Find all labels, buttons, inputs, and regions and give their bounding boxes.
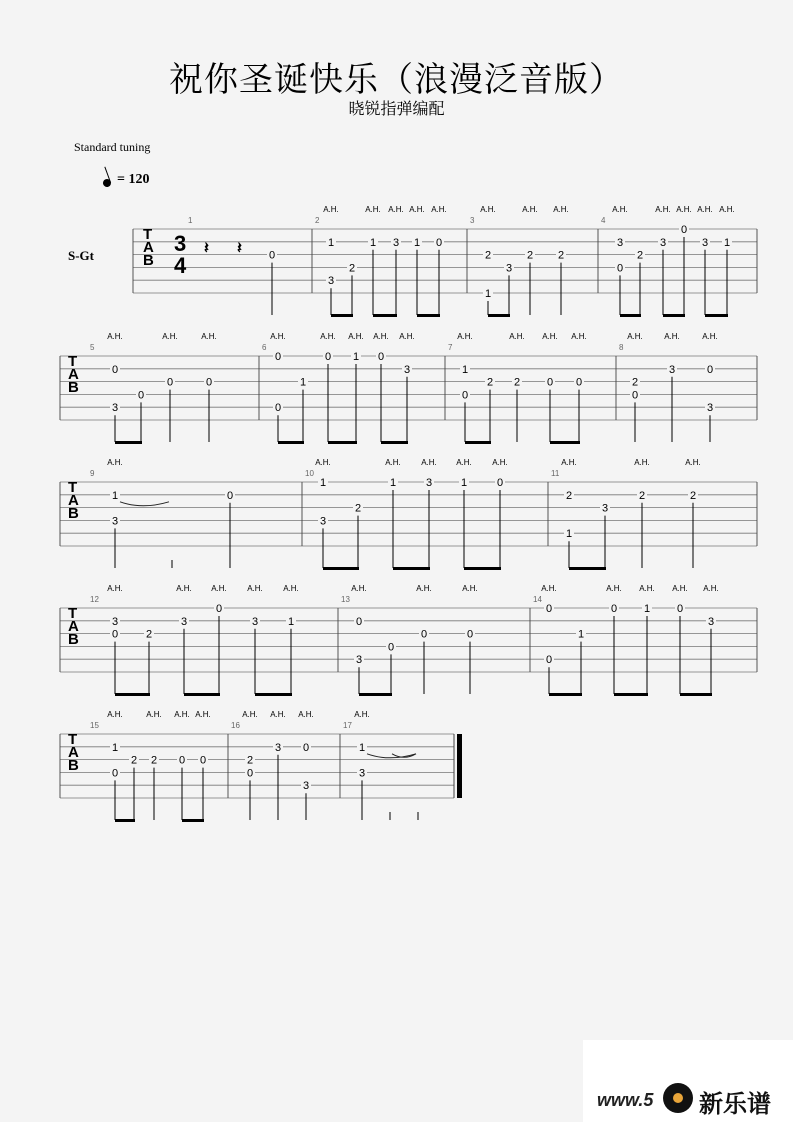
harmonic-label: A.H. (672, 584, 688, 593)
harmonic-label: A.H. (195, 710, 211, 719)
fret-number: 0 (387, 641, 395, 654)
fret-number: 0 (420, 628, 428, 641)
harmonic-label: A.H. (351, 584, 367, 593)
watermark-name: 新乐谱 (699, 1091, 771, 1118)
fret-number: 3 (601, 502, 609, 515)
fret-number: 2 (631, 376, 639, 389)
beam (705, 314, 728, 317)
beam (359, 693, 392, 696)
fret-number: 3 (302, 780, 310, 793)
harmonic-label: A.H. (247, 584, 263, 593)
measure-number: 15 (90, 721, 99, 730)
measure-number: 14 (533, 595, 542, 604)
fret-number: 1 (352, 351, 360, 363)
fret-number: 0 (355, 615, 363, 628)
watermark (583, 1040, 793, 1122)
fret-number: 0 (274, 402, 282, 415)
fret-number: 1 (565, 528, 573, 541)
tab-clef-letter: B (68, 379, 79, 396)
harmonic-label: A.H. (146, 710, 162, 719)
fret-number: 2 (689, 489, 697, 502)
quarter-rest: 𝄽 (237, 240, 242, 257)
harmonic-label: A.H. (492, 458, 508, 467)
tab-clef-letter: A (68, 366, 79, 383)
harmonic-label: A.H. (416, 584, 432, 593)
harmonic-label: A.H. (298, 710, 314, 719)
harmonic-label: A.H. (201, 332, 217, 341)
tab-clef-letter: B (143, 252, 154, 269)
fret-number: 0 (111, 767, 119, 780)
tab-system (60, 584, 757, 696)
tab-clef-letter: A (68, 492, 79, 509)
fret-number: 3 (701, 236, 709, 249)
harmonic-label: A.H. (541, 584, 557, 593)
harmonic-label: A.H. (107, 458, 123, 467)
fret-number: 2 (638, 489, 646, 502)
measure-number: 10 (305, 469, 314, 478)
harmonic-label: A.H. (457, 332, 473, 341)
harmonic-label: A.H. (323, 205, 339, 214)
beam (569, 567, 606, 570)
harmonic-label: A.H. (211, 584, 227, 593)
measure-number: 13 (341, 595, 350, 604)
fret-number: 0 (111, 628, 119, 641)
fret-number: 2 (557, 249, 565, 262)
harmonic-label: A.H. (320, 332, 336, 341)
harmonic-label: A.H. (365, 205, 381, 214)
measure-number: 12 (90, 595, 99, 604)
harmonic-label: A.H. (697, 205, 713, 214)
tab-clef-letter: B (68, 631, 79, 648)
fret-number: 2 (513, 376, 521, 389)
tab-system (60, 332, 757, 444)
fret-number: 2 (130, 754, 138, 767)
fret-number: 0 (137, 389, 145, 402)
tab-clef-letter: T (68, 479, 78, 496)
fret-number: 1 (413, 236, 421, 249)
fret-number: 3 (319, 515, 327, 528)
harmonic-label: A.H. (283, 584, 299, 593)
beam (115, 693, 150, 696)
fret-number: 3 (327, 275, 335, 288)
fret-number: 0 (546, 376, 554, 389)
beam (393, 567, 430, 570)
harmonic-label: A.H. (388, 205, 404, 214)
fret-number: 0 (226, 489, 234, 502)
measure-number: 9 (90, 469, 95, 478)
fret-number: 0 (205, 376, 213, 389)
harmonic-label: A.H. (456, 458, 472, 467)
tab-clef-letter: A (68, 618, 79, 635)
harmonic-label: A.H. (107, 584, 123, 593)
time-signature-top: 3 (174, 231, 187, 256)
instrument-label: S-Gt (68, 248, 94, 263)
beam (663, 314, 685, 317)
beam (680, 693, 712, 696)
fret-number: 0 (435, 236, 443, 249)
watermark-url: www.5 (597, 1090, 654, 1110)
tab-clef-letter: T (68, 605, 78, 622)
fret-number: 0 (324, 351, 332, 363)
fret-number: 3 (355, 654, 363, 667)
harmonic-label: A.H. (606, 584, 622, 593)
fret-number: 0 (302, 741, 310, 754)
harmonic-label: A.H. (719, 205, 735, 214)
fret-number: 1 (389, 477, 397, 489)
fret-number: 2 (486, 376, 494, 389)
harmonic-label: A.H. (242, 710, 258, 719)
harmonic-label: A.H. (553, 205, 569, 214)
fret-number: 0 (616, 262, 624, 275)
harmonic-label: A.H. (655, 205, 671, 214)
fret-number: 0 (610, 603, 618, 615)
fret-number: 1 (460, 477, 468, 489)
harmonic-label: A.H. (270, 710, 286, 719)
measure-number: 5 (90, 343, 95, 352)
fret-number: 2 (348, 262, 356, 275)
beam (465, 441, 491, 444)
fret-number: 3 (111, 615, 119, 628)
fret-number: 0 (680, 224, 688, 236)
final-barline (457, 734, 462, 798)
fret-number: 0 (268, 249, 276, 262)
fret-number: 3 (505, 262, 513, 275)
fret-number: 3 (659, 236, 667, 249)
harmonic-label: A.H. (270, 332, 286, 341)
tab-clef-letter: B (68, 757, 79, 774)
fret-number: 0 (377, 351, 385, 363)
beam (464, 567, 501, 570)
fret-number: 0 (575, 376, 583, 389)
fret-number: 3 (111, 402, 119, 415)
measure-number: 11 (551, 469, 560, 478)
harmonic-label: A.H. (409, 205, 425, 214)
tab-system (133, 205, 757, 317)
fret-number: 3 (706, 402, 714, 415)
fret-number: 1 (484, 288, 492, 300)
fret-number: 0 (545, 603, 553, 615)
beam (115, 819, 135, 822)
measure-number: 16 (231, 721, 240, 730)
harmonic-label: A.H. (315, 458, 331, 467)
quarter-rest: 𝄽 (204, 240, 209, 257)
fret-number: 3 (111, 515, 119, 528)
measure-number: 4 (601, 216, 606, 225)
fret-number: 1 (358, 741, 366, 754)
harmonic-label: A.H. (639, 584, 655, 593)
harmonic-label: A.H. (480, 205, 496, 214)
measure-number: 2 (315, 216, 320, 225)
beam (323, 567, 359, 570)
beam (331, 314, 353, 317)
harmonic-label: A.H. (703, 584, 719, 593)
tab-system (60, 458, 757, 570)
beam (549, 693, 582, 696)
tab-clef-letter: A (143, 239, 154, 256)
measure-number: 1 (188, 216, 193, 225)
beam (182, 819, 204, 822)
beam (373, 314, 397, 317)
tab-clef-letter: B (68, 505, 79, 522)
fret-number: 1 (111, 489, 119, 502)
fret-number: 3 (616, 236, 624, 249)
measure-number: 3 (470, 216, 475, 225)
fret-number: 0 (246, 767, 254, 780)
fret-number: 3 (358, 767, 366, 780)
fret-number: 0 (496, 477, 504, 489)
beam (620, 314, 641, 317)
beam (417, 314, 440, 317)
fret-number: 3 (251, 615, 259, 628)
harmonic-label: A.H. (627, 332, 643, 341)
score-title: 祝你圣诞快乐（浪漫泛音版） (169, 60, 624, 100)
harmonic-label: A.H. (421, 458, 437, 467)
fret-number: 1 (299, 376, 307, 389)
beam (550, 441, 580, 444)
tuning-label: Standard tuning (74, 140, 151, 154)
beam (184, 693, 220, 696)
fret-number: 3 (180, 615, 188, 628)
harmonic-label: A.H. (676, 205, 692, 214)
fret-number: 3 (274, 741, 282, 754)
harmonic-label: A.H. (399, 332, 415, 341)
tab-clef-letter: T (68, 353, 78, 370)
fret-number: 2 (354, 502, 362, 515)
harmonic-label: A.H. (685, 458, 701, 467)
measure-number: 6 (262, 343, 267, 352)
harmonic-label: A.H. (162, 332, 178, 341)
harmonic-label: A.H. (107, 332, 123, 341)
fret-number: 3 (707, 615, 715, 628)
fret-number: 1 (577, 628, 585, 641)
fret-number: 0 (461, 389, 469, 402)
harmonic-label: A.H. (385, 458, 401, 467)
fret-number: 1 (369, 236, 377, 249)
beam (115, 441, 142, 444)
harmonic-label: A.H. (664, 332, 680, 341)
fret-number: 3 (668, 363, 676, 376)
harmonic-label: A.H. (612, 205, 628, 214)
tab-clef-letter: T (68, 731, 78, 748)
harmonic-label: A.H. (354, 710, 370, 719)
fret-number: 2 (636, 249, 644, 262)
harmonic-label: A.H. (348, 332, 364, 341)
fret-number: 2 (526, 249, 534, 262)
fret-number: 1 (643, 603, 651, 615)
fret-number: 0 (178, 754, 186, 767)
harmonic-label: A.H. (634, 458, 650, 467)
harmonic-label: A.H. (373, 332, 389, 341)
fret-number: 3 (392, 236, 400, 249)
fret-number: 1 (287, 615, 295, 628)
fret-number: 2 (484, 249, 492, 262)
fret-number: 0 (199, 754, 207, 767)
fret-number: 1 (111, 741, 119, 754)
beam (328, 441, 357, 444)
measure-number: 8 (619, 343, 624, 352)
fret-number: 1 (319, 477, 327, 489)
beam (278, 441, 304, 444)
fret-number: 0 (706, 363, 714, 376)
fret-number: 0 (466, 628, 474, 641)
arranger-credit: 晓锐指弹编配 (348, 99, 445, 118)
fret-number: 1 (461, 363, 469, 376)
fret-number: 0 (111, 363, 119, 376)
measure-number: 17 (343, 721, 352, 730)
tie-arc (120, 502, 169, 506)
beam (381, 441, 408, 444)
harmonic-label: A.H. (462, 584, 478, 593)
beam (488, 314, 510, 317)
harmonic-label: A.H. (176, 584, 192, 593)
harmonic-label: A.H. (702, 332, 718, 341)
harmonic-label: A.H. (509, 332, 525, 341)
beam (255, 693, 292, 696)
harmonic-label: A.H. (561, 458, 577, 467)
fret-number: 2 (150, 754, 158, 767)
record-logo-icon (663, 1083, 693, 1113)
tab-clef-letter: A (68, 744, 79, 761)
fret-number: 2 (246, 754, 254, 767)
fret-number: 3 (403, 363, 411, 376)
fret-number: 2 (145, 628, 153, 641)
tab-clef-letter: T (143, 226, 153, 243)
fret-number: 0 (274, 351, 282, 363)
harmonic-label: A.H. (107, 710, 123, 719)
fret-number: 0 (545, 654, 553, 667)
fret-number: 0 (215, 603, 223, 615)
harmonic-label: A.H. (571, 332, 587, 341)
fret-number: 0 (676, 603, 684, 615)
tempo-value: = 120 (117, 172, 150, 187)
fret-number: 2 (565, 489, 573, 502)
harmonic-label: A.H. (542, 332, 558, 341)
fret-number: 0 (166, 376, 174, 389)
fret-number: 1 (723, 236, 731, 249)
harmonic-label: A.H. (174, 710, 190, 719)
time-signature-bottom: 4 (174, 253, 187, 278)
measure-number: 7 (448, 343, 453, 352)
beam (614, 693, 648, 696)
harmonic-label: A.H. (431, 205, 447, 214)
tab-system (60, 710, 462, 822)
harmonic-label: A.H. (522, 205, 538, 214)
fret-number: 0 (631, 389, 639, 402)
fret-number: 1 (327, 236, 335, 249)
fret-number: 3 (425, 477, 433, 489)
